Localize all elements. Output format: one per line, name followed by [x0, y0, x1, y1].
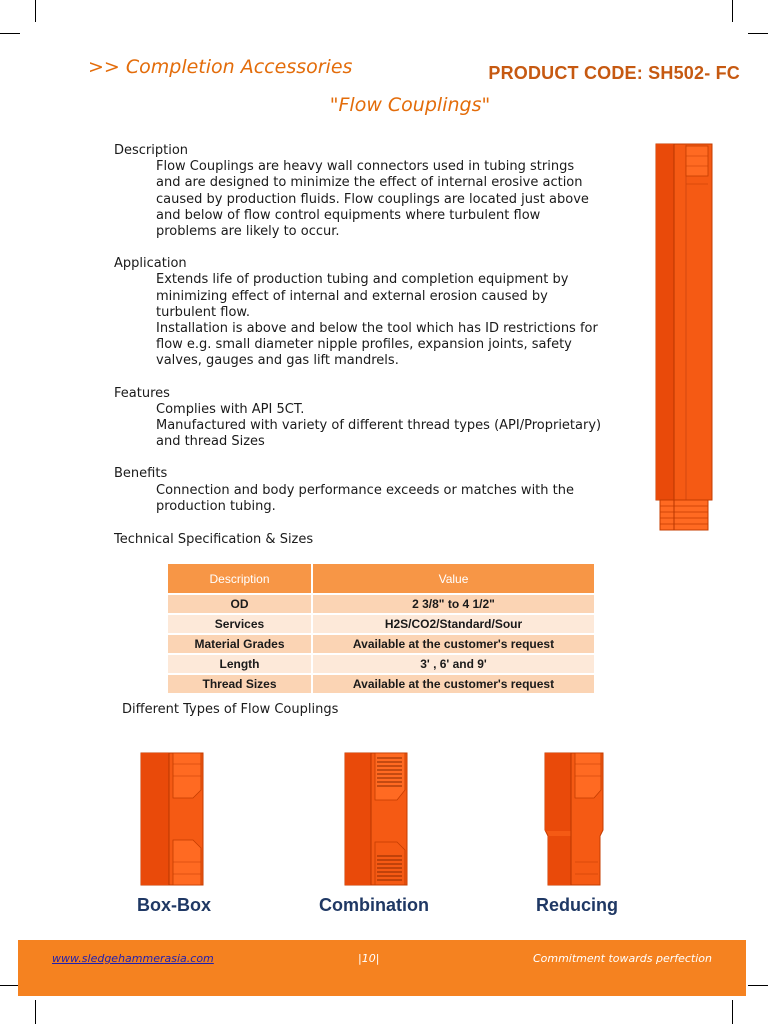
crop-mark: [748, 985, 768, 986]
text-line: caused by production fluids. Flow couplings are located just above: [156, 191, 589, 207]
table-row: [168, 594, 594, 614]
section-title: >> Completion Accessories: [88, 56, 353, 78]
types-heading: Different Types of Flow Couplings: [122, 702, 339, 717]
crop-mark: [35, 1000, 36, 1024]
text-line: and are designed to minimize the effect of internal erosive action: [156, 175, 583, 191]
text-line: problems are likely to occur.: [156, 224, 340, 240]
text-line: Connection and body performance exceeds or matches with the: [156, 482, 574, 498]
tech-spec-heading: Technical Specification & Sizes: [114, 532, 314, 547]
text-line: turbulent flow.: [156, 304, 250, 320]
text-line: Complies with API 5CT.: [156, 401, 305, 417]
crop-mark: [35, 0, 36, 22]
box-box-coupling-image: [138, 750, 208, 888]
column-header: Description: [168, 564, 312, 594]
table-cell: Available at the customer's request: [312, 634, 594, 654]
type-label-reducing: Reducing: [535, 895, 618, 915]
product-name: "Flow Couplings": [329, 94, 491, 116]
table-cell: 2 3/8" to 4 1/2": [312, 594, 594, 614]
crop-mark: [732, 1000, 733, 1024]
page-number: |10|: [358, 952, 380, 965]
crop-mark: [732, 0, 733, 22]
crop-mark: [0, 985, 20, 986]
spec-table: [168, 564, 594, 693]
text-line: Manufactured with variety of different thread types (API/Proprietary): [156, 418, 602, 434]
page-footer: [18, 940, 746, 996]
table-row: [168, 674, 594, 693]
combination-coupling-image: [342, 750, 412, 888]
application-heading: Application: [114, 256, 187, 272]
flow-coupling-image: [652, 140, 716, 534]
crop-mark: [0, 33, 20, 34]
features-heading: Features: [114, 385, 170, 401]
table-header-row: [168, 564, 594, 594]
crop-mark: [748, 33, 768, 34]
reducing-coupling-image: [542, 750, 608, 888]
table-cell: OD: [168, 594, 312, 614]
product-code: PRODUCT CODE: SH502- FC: [488, 63, 740, 83]
table-row: [168, 634, 594, 654]
website-link[interactable]: www.sledgehammerasia.com: [52, 952, 214, 965]
text-line: production tubing.: [156, 498, 276, 514]
description-body: [156, 159, 624, 240]
table-row: [168, 654, 594, 674]
table-cell: 3' , 6' and 9': [312, 654, 594, 674]
text-line: Installation is above and below the tool which has ID restrictions for: [156, 321, 598, 337]
benefits-body: [156, 483, 624, 515]
features-body: [156, 402, 624, 451]
table-row: [168, 614, 594, 634]
product-description: [114, 143, 624, 515]
column-header: Value: [312, 564, 594, 594]
benefits-heading: Benefits: [114, 466, 168, 482]
footer-tagline: Commitment towards perfection: [532, 952, 712, 965]
type-label-combination: Combination: [319, 895, 429, 915]
text-line: minimizing effect of internal and external erosion caused by: [156, 288, 548, 304]
text-line: and below of flow control equipments where turbulent flow: [156, 207, 541, 223]
description-heading: Description: [114, 143, 189, 158]
application-body: [156, 272, 624, 369]
table-cell: Material Grades: [168, 634, 312, 654]
type-label-box-box: Box-Box: [136, 895, 211, 915]
text-line: Flow Couplings are heavy wall connectors used in tubing strings: [156, 159, 575, 175]
table-cell: Available at the customer's request: [312, 674, 594, 693]
text-line: valves, gauges and gas lift mandrels.: [156, 353, 399, 369]
table-cell: Services: [168, 614, 312, 634]
table-cell: Thread Sizes: [168, 674, 312, 693]
text-line: and thread Sizes: [156, 434, 265, 450]
table-cell: Length: [168, 654, 312, 674]
text-line: Extends life of production tubing and completion equipment by: [156, 272, 569, 288]
table-cell: H2S/CO2/Standard/Sour: [312, 614, 594, 634]
text-line: flow e.g. small diameter nipple profiles, expansion joints, safety: [156, 337, 572, 353]
